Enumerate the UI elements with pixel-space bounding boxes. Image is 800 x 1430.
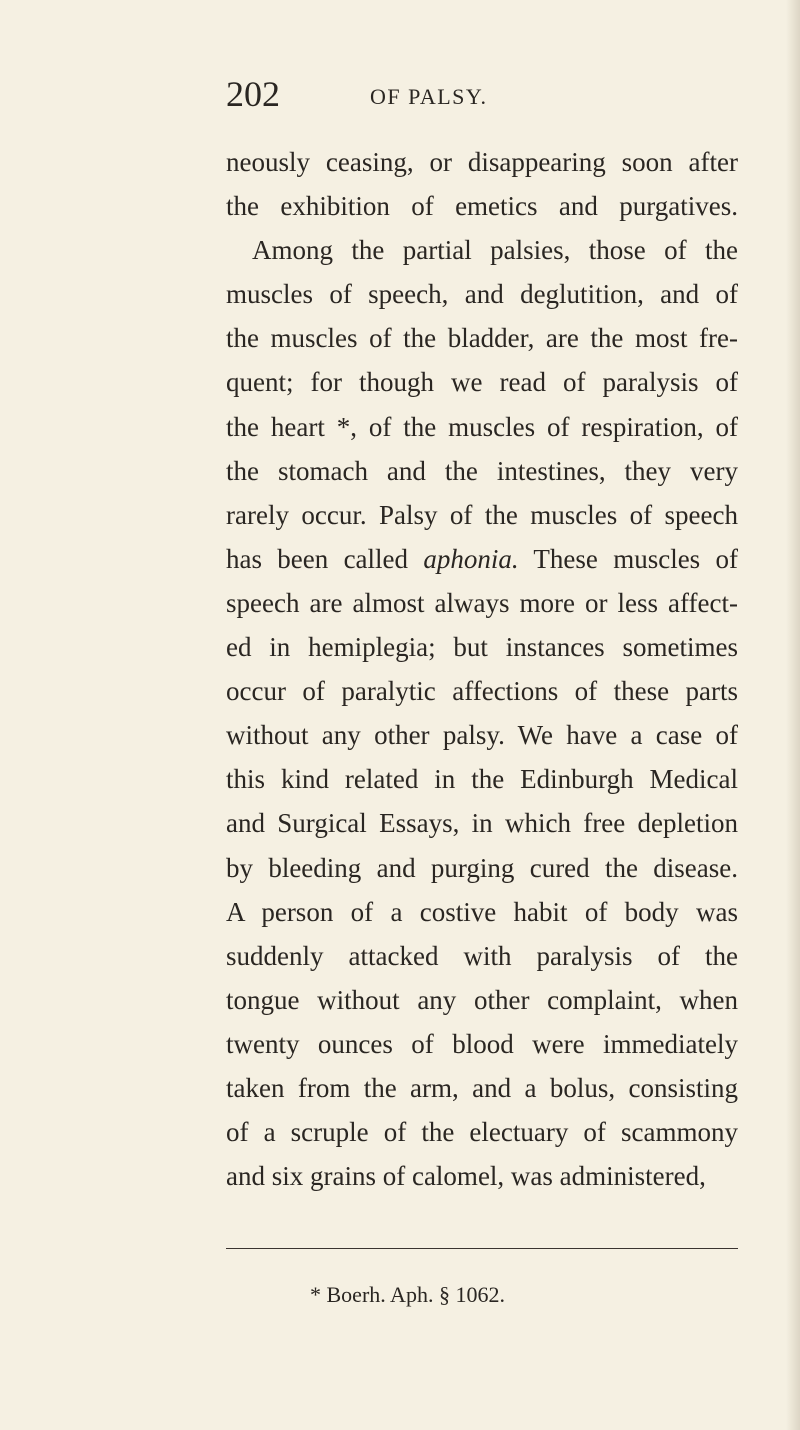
- italic-term: aphonia.: [423, 543, 519, 574]
- text-line: without any other palsy. We have a case of: [226, 720, 738, 751]
- text-line: and six grains of calomel, was administered,: [226, 1161, 706, 1192]
- text-line: tongue without any other complaint, when: [226, 984, 738, 1015]
- text-line: the exhibition of emetics and purgatives.: [226, 191, 738, 222]
- text-line: Among the partial palsies, those of the: [252, 235, 738, 266]
- text-line: the muscles of the bladder, are the most fre-: [226, 323, 738, 354]
- footnote-divider: [226, 1248, 738, 1249]
- text-line: twenty ounces of blood were immediately: [226, 1028, 738, 1059]
- text-line: this kind related in the Edinburgh Medical: [226, 764, 738, 795]
- page-header: [0, 74, 800, 114]
- text-segment: has been called: [226, 543, 409, 574]
- text-line: occur of paralytic affections of these parts: [226, 676, 738, 707]
- text-segment: These muscles of: [518, 543, 738, 574]
- page-number: 202: [226, 74, 280, 114]
- footnote: * Boerh. Aph. § 1062.: [310, 1282, 505, 1307]
- text-line: A person of a costive habit of body was: [226, 896, 738, 927]
- page-edge-shadow: [786, 0, 800, 1430]
- text-line-mixed: [226, 537, 738, 581]
- text-line: rarely occur. Palsy of the muscles of speech: [226, 499, 738, 530]
- text-line: quent; for though we read of paralysis of: [226, 367, 738, 398]
- text-line: by bleeding and purging cured the disease.: [226, 852, 738, 883]
- text-line: and Surgical Essays, in which free depletion: [226, 808, 738, 839]
- text-line: neously ceasing, or disappearing soon after: [226, 147, 738, 177]
- body-text: [226, 140, 738, 1198]
- text-line: muscles of speech, and deglutition, and of: [226, 279, 738, 310]
- text-line: of a scruple of the electuary of scammony: [226, 1117, 738, 1148]
- text-line: the stomach and the intestines, they very: [226, 455, 738, 486]
- text-line: the heart *, of the muscles of respiration, of: [226, 411, 738, 442]
- text-line: speech are almost always more or less affect-: [226, 587, 738, 618]
- text-line: suddenly attacked with paralysis of the: [226, 940, 738, 971]
- text-line: ed in hemiplegia; but instances sometimes: [226, 632, 738, 663]
- text-line: taken from the arm, and a bolus, consisting: [226, 1072, 738, 1103]
- running-title: OF PALSY.: [370, 84, 488, 109]
